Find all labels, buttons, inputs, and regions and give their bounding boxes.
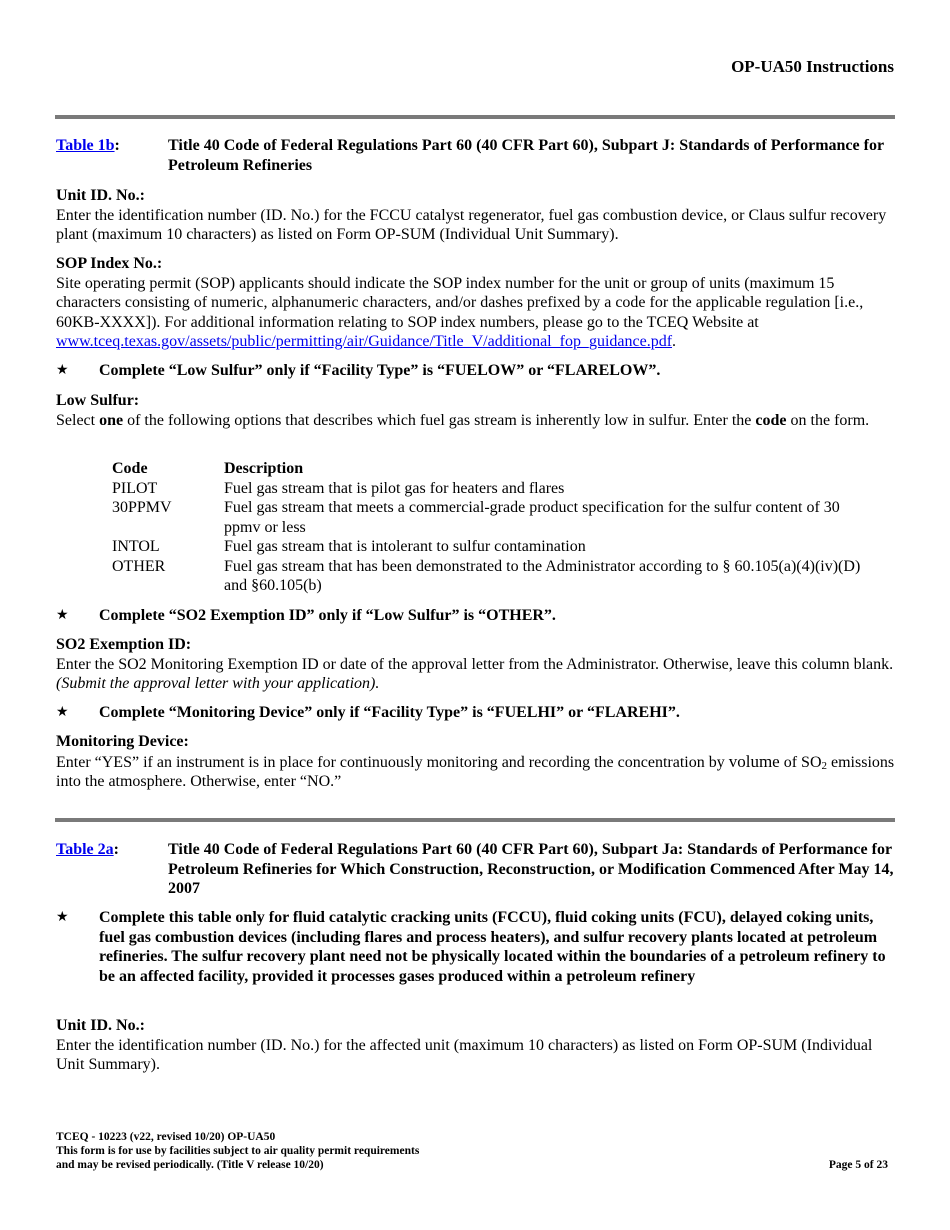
so2-exemption-section bbox=[56, 635, 896, 694]
star-icon: ★ bbox=[56, 704, 69, 720]
note-so2-exemption: ★ Complete “SO2 Exemption ID” only if “Low Sulfur” is “OTHER”. bbox=[56, 607, 556, 624]
unit-id-label: Unit ID. No.: bbox=[56, 1017, 145, 1034]
footer-notice-1: This form is for use by facilities subject to air quality permit requirements bbox=[56, 1145, 420, 1157]
sop-index-text: Site operating permit (SOP) applicants should indicate the SOP index number for the unit or group of units (maximum 15 characters consisting of numeric, alphanumeric characters, and/or dashes prefixed by a code for the applicable regulation [i.e., 60KB-XXXX]). For additional information relating to SOP index numbers, please go to the TCEQ Website at www.tceq.texas.gov/assets/public/permitting/air/Guidance/Title_V/additional_fop_guidance.pdf. bbox=[56, 274, 864, 350]
section-divider bbox=[55, 115, 895, 119]
table-1b-title: Title 40 Code of Federal Regulations Part 60 (40 CFR Part 60), Subpart J: Standards of Performance for Petroleum Refineries bbox=[168, 137, 884, 174]
table-1b-colon: : bbox=[114, 137, 120, 154]
table-2a-title: Title 40 Code of Federal Regulations Part 60 (40 CFR Part 60), Subpart Ja: Standards of Performance for Petroleum Refineries for Which Construction, Reconstruction, or Modification Commenced After May 14, 2007 bbox=[168, 841, 894, 897]
unit-id-text: Enter the identification number (ID. No.) for the FCCU catalyst regenerator, fuel gas combustion device, or Claus sulfur recovery plant (maximum 10 characters) as listed on Form OP-SUM (Individual Unit Summary). bbox=[56, 206, 887, 243]
code-row-other: OTHER Fuel gas stream that has been demonstrated to the Administrator according to § 60.105(a)(4)(iv)(D) and §60.105(b) bbox=[112, 557, 861, 594]
footer bbox=[56, 1130, 419, 1172]
tceq-guidance-link[interactable]: www.tceq.texas.gov/assets/public/permitting/air/Guidance/Title_V/additional_fop_guidance.pdf bbox=[56, 333, 673, 350]
monitoring-device-text: Enter “YES” if an instrument is in place for continuously monitoring and recording the concentration by volume of $SO_2$ emissions into the atmosphere. Otherwise, enter “NO.” bbox=[56, 751, 895, 790]
code-table-header: Code Description bbox=[112, 460, 304, 477]
table-1b-link[interactable]: Table 1b bbox=[56, 137, 115, 154]
code-row-intol: INTOL Fuel gas stream that is intolerant to sulfur contamination bbox=[112, 538, 586, 555]
sop-index-label: SOP Index No.: bbox=[56, 255, 163, 272]
footer-notice-2: and may be revised periodically. (Title V release 10/20) bbox=[56, 1159, 324, 1171]
star-icon: ★ bbox=[56, 607, 69, 623]
low-sulfur-label: Low Sulfur: bbox=[56, 392, 140, 409]
section-divider bbox=[55, 818, 895, 822]
code-row-pilot: PILOT Fuel gas stream that is pilot gas for heaters and flares bbox=[112, 479, 565, 497]
low-sulfur-code-table bbox=[112, 459, 872, 596]
code-row-30ppmv: 30PPMV Fuel gas stream that meets a commercial-grade product specification for the sulfur content of 30 ppmv or less bbox=[112, 499, 840, 536]
table-2a-link[interactable]: Table 2a bbox=[56, 841, 114, 858]
header-title: OP-UA50 Instructions bbox=[731, 57, 894, 76]
unit-id-section bbox=[56, 186, 896, 245]
unit-id-text: Enter the identification number (ID. No.) for the affected unit (maximum 10 characters) as listed on Form OP-SUM (Individual Unit Summary). bbox=[56, 1036, 873, 1073]
footer-form-id: TCEQ - 10223 (v22, revised 10/20) OP-UA50 bbox=[56, 1131, 276, 1143]
monitoring-device-label: Monitoring Device: bbox=[56, 733, 189, 750]
sop-index-section bbox=[56, 254, 896, 352]
low-sulfur-text: Select one of the following options that describes which fuel gas stream is inherently low in sulfur. Enter the code on the form. bbox=[56, 411, 870, 429]
star-icon: ★ bbox=[56, 362, 69, 378]
table-2a-heading bbox=[56, 840, 896, 899]
star-icon: ★ bbox=[56, 909, 69, 925]
so2-exemption-text: Enter the SO2 Monitoring Exemption ID or date of the approval letter from the Administrator. Otherwise, leave this column blank. (Submit the approval letter with your application). bbox=[56, 655, 894, 692]
table-2a-colon: : bbox=[113, 841, 119, 858]
unit-id-label: Unit ID. No.: bbox=[56, 187, 145, 204]
monitoring-device-section bbox=[56, 732, 896, 792]
table-1b-heading bbox=[56, 136, 896, 175]
note-monitoring-device: ★ Complete “Monitoring Device” only if “Facility Type” is “FUELHI” or “FLAREHI”. bbox=[56, 704, 680, 721]
note-table-2a-applicability: ★ Complete this table only for fluid catalytic cracking units (FCCU), fluid coking units (FCU), delayed coking units, fuel gas combustion devices (including flares and process heaters), and sulfur recovery plants located at petroleum refineries. The sulfur recovery plant need not be physically located within the boundaries of a petroleum refinery to be an affected facility, provided it processes gases produced within a petroleum refinery bbox=[56, 909, 886, 985]
low-sulfur-section bbox=[56, 391, 896, 430]
so2-exemption-label: SO2 Exemption ID: bbox=[56, 636, 192, 653]
table-2a-unit-id-section bbox=[56, 1016, 896, 1075]
page-number: Page 5 of 23 bbox=[828, 1159, 888, 1171]
note-low-sulfur: ★ Complete “Low Sulfur” only if “Facility Type” is “FUELOW” or “FLARELOW”. bbox=[56, 362, 661, 379]
